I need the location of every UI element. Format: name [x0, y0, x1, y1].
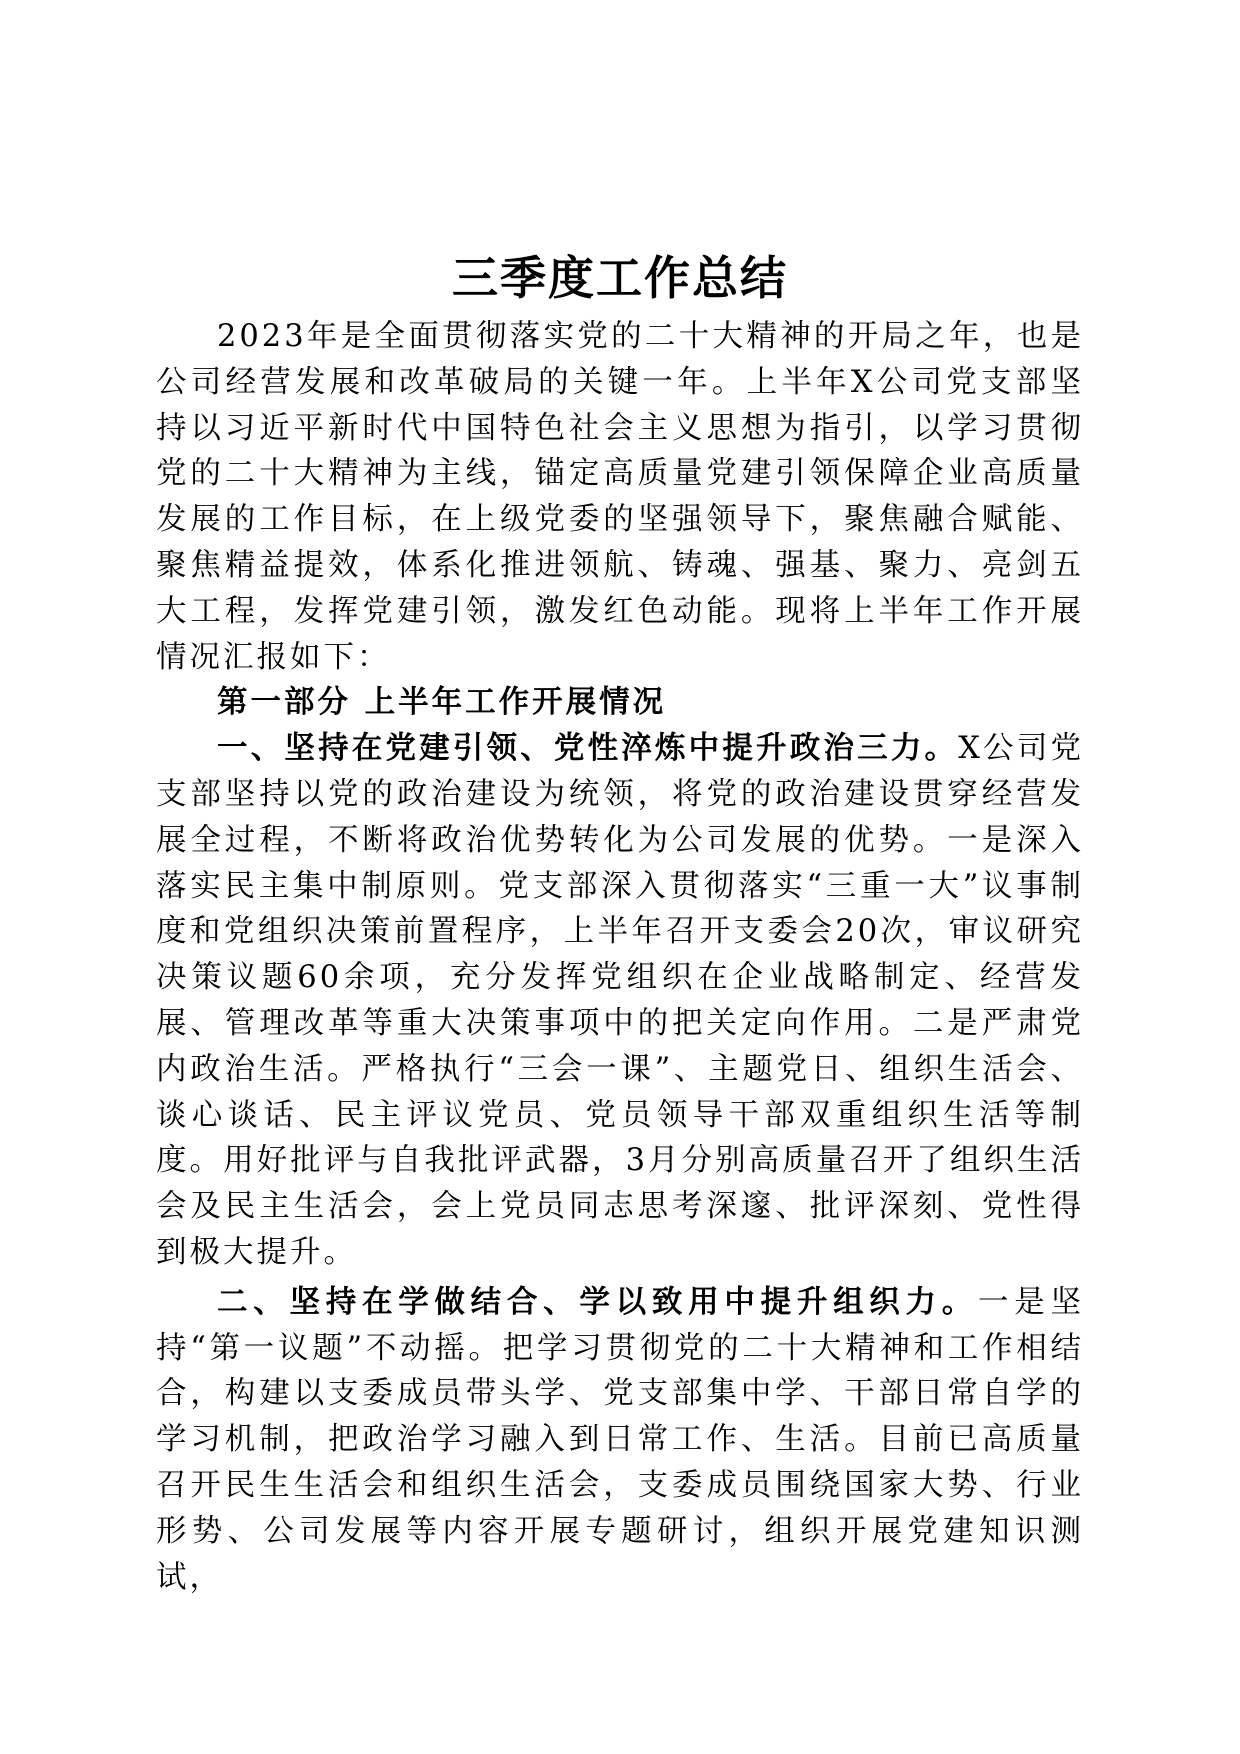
part-heading: 第一部分 上半年工作开展情况: [217, 684, 667, 721]
section-2-body: 一是坚持“第一议题”不动摇。把学习贯彻党的二十大精神和工作相结合，构建以支委成员带头学、党支部集中学、干部日常自学的学习机制，把政治学习融入到日常工作、生活。目前已高质量召开民生生活会和组织生活会，支委成员围绕国家大势、行业形势、公司发展等内容开展专题研讨，组织开展党建知识测试，: [156, 1284, 1085, 1595]
section-2-heading: 二、坚持在学做结合、学以致用中提升组织力。: [217, 1283, 979, 1320]
intro-paragraph: 2023年是全面贯彻落实党的二十大精神的开局之年，也是公司经营发展和改革破局的关键一年。上半年X公司党支部坚持以习近平新时代中国特色社会主义思想为指引，以学习贯彻党的二十大精神为主线，锚定高质量党建引领保障企业高质量发展的工作目标，在上级党委的坚强领导下，聚焦融合赋能、聚焦精益提效，体系化推进领航、铸魂、强基、聚力、亮剑五大工程，发挥党建引领，激发红色动能。现将上半年工作开展情况汇报如下：: [156, 319, 1084, 675]
section-2-paragraph: [156, 1280, 1084, 1601]
document-title: 三季度工作总结: [452, 251, 788, 305]
section-1-body: X公司党支部坚持以党的政治建设为统领，将党的政治建设贯穿经营发展全过程，不断将政治优势转化为公司发展的优势。一是深入落实民主集中制原则。党支部深入贯彻落实“三重一大”议事制度和党组织决策前置程序，上半年召开支委会20次，审议研究决策议题60余项，充分发挥党组织在企业战略制定、经营发展、管理改革等重大决策事项中的把关定向作用。二是严肃党内政治生活。严格执行“三会一课”、主题党日、组织生活会、谈心谈话、民主评议党员、党员领导干部双重组织生活等制度。用好批评与自我批评武器，3月分别高质量召开了组织生活会及民主生活会，会上党员同志思考深邃、批评深刻、党性得到极大提升。: [156, 731, 1085, 1270]
section-1-heading: 一、坚持在党建引领、党性淬炼中提升政治三力。: [217, 730, 959, 767]
document-body: [156, 248, 1084, 1600]
section-1-paragraph: [156, 726, 1084, 1276]
